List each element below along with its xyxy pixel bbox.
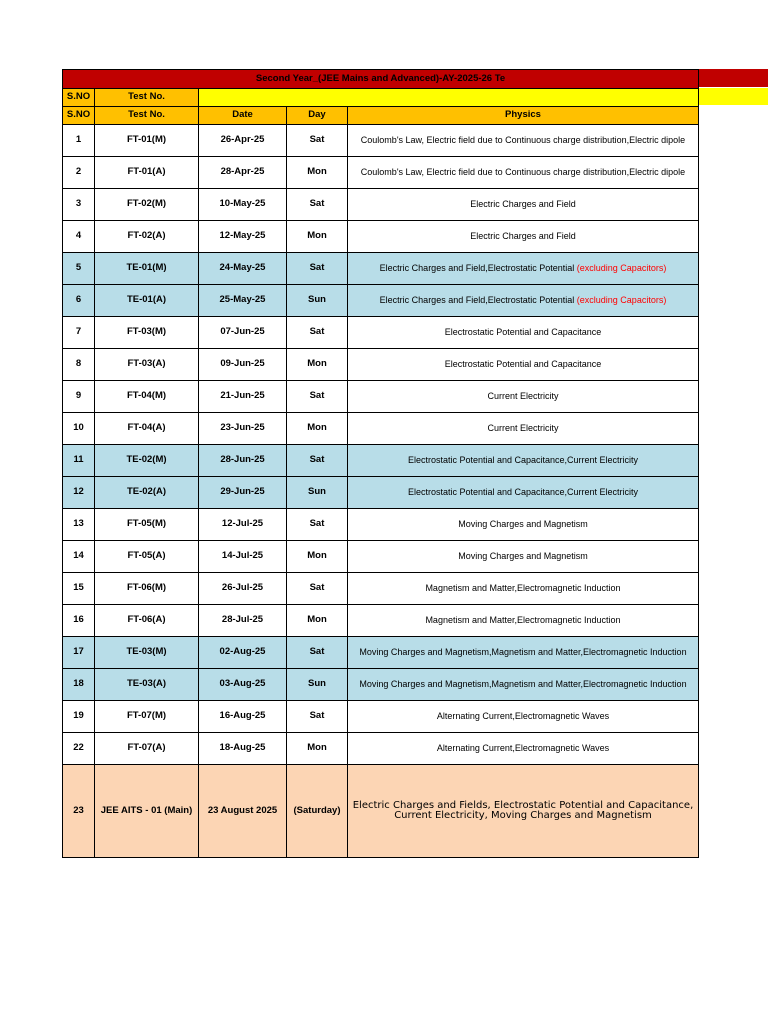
topic-text: Electric Charges and Field,Electrostatic Potential — [379, 295, 575, 306]
cell-topic — [348, 733, 699, 765]
cell-test-no: FT-05(A) — [95, 541, 199, 573]
cell-date: 29-Jun-25 — [199, 477, 287, 509]
cell-day: Sat — [287, 637, 348, 669]
cell-sno: 9 — [63, 381, 95, 413]
cell-date: 16-Aug-25 — [199, 701, 287, 733]
cell-date: 02-Aug-25 — [199, 637, 287, 669]
cell-sno: 13 — [63, 509, 95, 541]
cell-date: 21-Jun-25 — [199, 381, 287, 413]
topic-text: Moving Charges and Magnetism,Magnetism and Matter,Electromagnetic Induction — [359, 647, 687, 658]
cell-topic — [348, 701, 699, 733]
cell-day: Sat — [287, 317, 348, 349]
cell-test-no: FT-03(A) — [95, 349, 199, 381]
table-row — [63, 477, 699, 509]
table-row — [63, 669, 699, 701]
table-row — [63, 221, 699, 253]
cell-day: Mon — [287, 605, 348, 637]
cell-day: Sat — [287, 573, 348, 605]
cell-topic — [348, 285, 699, 317]
cell-date: 23 August 2025 — [199, 765, 287, 858]
topic-text: Current Electricity — [487, 391, 559, 402]
cell-test-no: FT-02(A) — [95, 221, 199, 253]
cell-date: 18-Aug-25 — [199, 733, 287, 765]
cell-test-no: FT-06(A) — [95, 605, 199, 637]
cell-date: 14-Jul-25 — [199, 541, 287, 573]
cell-sno: 23 — [63, 765, 95, 858]
cell-test-no: FT-04(A) — [95, 413, 199, 445]
cell-test-no: TE-01(A) — [95, 285, 199, 317]
table-row — [63, 573, 699, 605]
cell-topic — [348, 605, 699, 637]
header-row-2 — [63, 107, 699, 125]
cell-sno: 1 — [63, 125, 95, 157]
cell-topic — [348, 573, 699, 605]
topic-text: Magnetism and Matter,Electromagnetic Induction — [425, 583, 621, 594]
cell-test-no: FT-01(A) — [95, 157, 199, 189]
column-header-day: Day — [287, 107, 348, 125]
cell-test-no: FT-04(M) — [95, 381, 199, 413]
topic-text: Electrostatic Potential and Capacitance — [444, 327, 602, 338]
topic-text: Moving Charges and Magnetism — [458, 551, 588, 562]
table-row — [63, 445, 699, 477]
cell-topic — [348, 445, 699, 477]
cell-test-no: FT-06(M) — [95, 573, 199, 605]
title-bar-extension — [698, 69, 768, 87]
cell-topic — [348, 509, 699, 541]
cell-day: Sun — [287, 285, 348, 317]
cell-sno: 11 — [63, 445, 95, 477]
cell-topic — [348, 765, 699, 858]
cell-date: 10-May-25 — [199, 189, 287, 221]
cell-test-no: FT-02(M) — [95, 189, 199, 221]
cell-test-no: FT-07(M) — [95, 701, 199, 733]
cell-day: Mon — [287, 541, 348, 573]
cell-date: 12-Jul-25 — [199, 509, 287, 541]
table-row — [63, 765, 699, 858]
cell-sno: 15 — [63, 573, 95, 605]
cell-sno: 17 — [63, 637, 95, 669]
cell-day: Mon — [287, 733, 348, 765]
cell-test-no: FT-05(M) — [95, 509, 199, 541]
cell-sno: 7 — [63, 317, 95, 349]
cell-day: Sat — [287, 509, 348, 541]
column-header-physics: Physics — [348, 107, 699, 125]
cell-sno: 16 — [63, 605, 95, 637]
topic-text: Electric Charges and Field,Electrostatic Potential — [379, 263, 575, 274]
cell-topic — [348, 221, 699, 253]
cell-date: 24-May-25 — [199, 253, 287, 285]
topic-text: Moving Charges and Magnetism — [458, 519, 588, 530]
cell-sno: 5 — [63, 253, 95, 285]
topic-text: Moving Charges and Magnetism,Magnetism and Matter,Electromagnetic Induction — [359, 679, 687, 690]
cell-day: (Saturday) — [287, 765, 348, 858]
cell-date: 12-May-25 — [199, 221, 287, 253]
cell-sno: 4 — [63, 221, 95, 253]
cell-day: Sat — [287, 381, 348, 413]
table-row — [63, 349, 699, 381]
cell-sno: 14 — [63, 541, 95, 573]
cell-topic — [348, 541, 699, 573]
table-row — [63, 541, 699, 573]
column-header-test-no: Test No. — [95, 107, 199, 125]
cell-topic — [348, 637, 699, 669]
table-row — [63, 605, 699, 637]
cell-day: Mon — [287, 413, 348, 445]
topic-text: Electric Charges and Fields, Electrostatic Potential and Capacitance, Current Electricity, Moving Charges and Magnetism — [352, 799, 694, 821]
cell-test-no: TE-03(M) — [95, 637, 199, 669]
header-band-extension — [698, 88, 768, 105]
cell-day: Sat — [287, 445, 348, 477]
topic-text: Coulomb's Law, Electric field due to Continuous charge distribution,Electric dipole — [360, 167, 686, 178]
cell-sno: 2 — [63, 157, 95, 189]
cell-topic — [348, 125, 699, 157]
topic-text: Electrostatic Potential and Capacitance — [444, 359, 602, 370]
cell-sno: 12 — [63, 477, 95, 509]
cell-topic — [348, 349, 699, 381]
cell-date: 28-Jul-25 — [199, 605, 287, 637]
topic-text: Coulomb's Law, Electric field due to Continuous charge distribution,Electric dipole — [360, 135, 686, 146]
cell-sno: 8 — [63, 349, 95, 381]
cell-sno: 3 — [63, 189, 95, 221]
cell-day: Mon — [287, 221, 348, 253]
column-header-sno: S.NO — [63, 107, 95, 125]
sheet-title: Second Year_(JEE Mains and Advanced)-AY-2025-26 Te — [63, 70, 699, 89]
cell-day: Sun — [287, 669, 348, 701]
topic-text: Magnetism and Matter,Electromagnetic Induction — [425, 615, 621, 626]
topic-text: Alternating Current,Electromagnetic Waves — [436, 711, 610, 722]
table-row — [63, 733, 699, 765]
column-header-date: Date — [199, 107, 287, 125]
cell-test-no: FT-01(M) — [95, 125, 199, 157]
test-schedule-table — [62, 69, 699, 858]
topic-text: Current Electricity — [487, 423, 559, 434]
cell-topic — [348, 189, 699, 221]
cell-test-no: TE-02(M) — [95, 445, 199, 477]
cell-day: Mon — [287, 157, 348, 189]
table-row — [63, 285, 699, 317]
cell-topic — [348, 253, 699, 285]
cell-test-no: FT-07(A) — [95, 733, 199, 765]
topic-text: Electric Charges and Field — [470, 199, 576, 210]
table-row — [63, 125, 699, 157]
topic-note: (excluding Capacitors) — [576, 263, 667, 274]
table-row — [63, 253, 699, 285]
cell-date: 28-Apr-25 — [199, 157, 287, 189]
topic-text: Alternating Current,Electromagnetic Waves — [436, 743, 610, 754]
cell-sno: 6 — [63, 285, 95, 317]
table-row — [63, 413, 699, 445]
cell-test-no: TE-02(A) — [95, 477, 199, 509]
header-sno: S.NO — [63, 89, 95, 107]
cell-date: 26-Apr-25 — [199, 125, 287, 157]
table-row — [63, 637, 699, 669]
cell-date: 28-Jun-25 — [199, 445, 287, 477]
header-blank-yellow — [199, 89, 699, 107]
cell-topic — [348, 157, 699, 189]
cell-date: 25-May-25 — [199, 285, 287, 317]
cell-date: 09-Jun-25 — [199, 349, 287, 381]
cell-day: Sat — [287, 125, 348, 157]
cell-day: Sat — [287, 189, 348, 221]
topic-text: Electrostatic Potential and Capacitance,Current Electricity — [407, 487, 639, 498]
cell-topic — [348, 477, 699, 509]
topic-text: Electric Charges and Field — [470, 231, 576, 242]
cell-test-no: TE-03(A) — [95, 669, 199, 701]
topic-text: Electrostatic Potential and Capacitance,Current Electricity — [407, 455, 639, 466]
cell-test-no: JEE AITS - 01 (Main) — [95, 765, 199, 858]
cell-day: Sun — [287, 477, 348, 509]
cell-date: 26-Jul-25 — [199, 573, 287, 605]
cell-sno: 22 — [63, 733, 95, 765]
cell-day: Mon — [287, 349, 348, 381]
cell-date: 07-Jun-25 — [199, 317, 287, 349]
table-row — [63, 157, 699, 189]
cell-topic — [348, 413, 699, 445]
table-row — [63, 381, 699, 413]
cell-sno: 19 — [63, 701, 95, 733]
cell-sno: 18 — [63, 669, 95, 701]
table-row — [63, 701, 699, 733]
cell-day: Sat — [287, 253, 348, 285]
cell-topic — [348, 317, 699, 349]
cell-date: 03-Aug-25 — [199, 669, 287, 701]
cell-test-no: TE-01(M) — [95, 253, 199, 285]
cell-sno: 10 — [63, 413, 95, 445]
cell-day: Sat — [287, 701, 348, 733]
table-row — [63, 317, 699, 349]
cell-test-no: FT-03(M) — [95, 317, 199, 349]
table-row — [63, 189, 699, 221]
header-row-1 — [63, 89, 699, 107]
cell-topic — [348, 669, 699, 701]
cell-topic — [348, 381, 699, 413]
header-test-no: Test No. — [95, 89, 199, 107]
table-row — [63, 509, 699, 541]
title-row — [63, 70, 699, 89]
cell-date: 23-Jun-25 — [199, 413, 287, 445]
topic-note: (excluding Capacitors) — [576, 295, 667, 306]
